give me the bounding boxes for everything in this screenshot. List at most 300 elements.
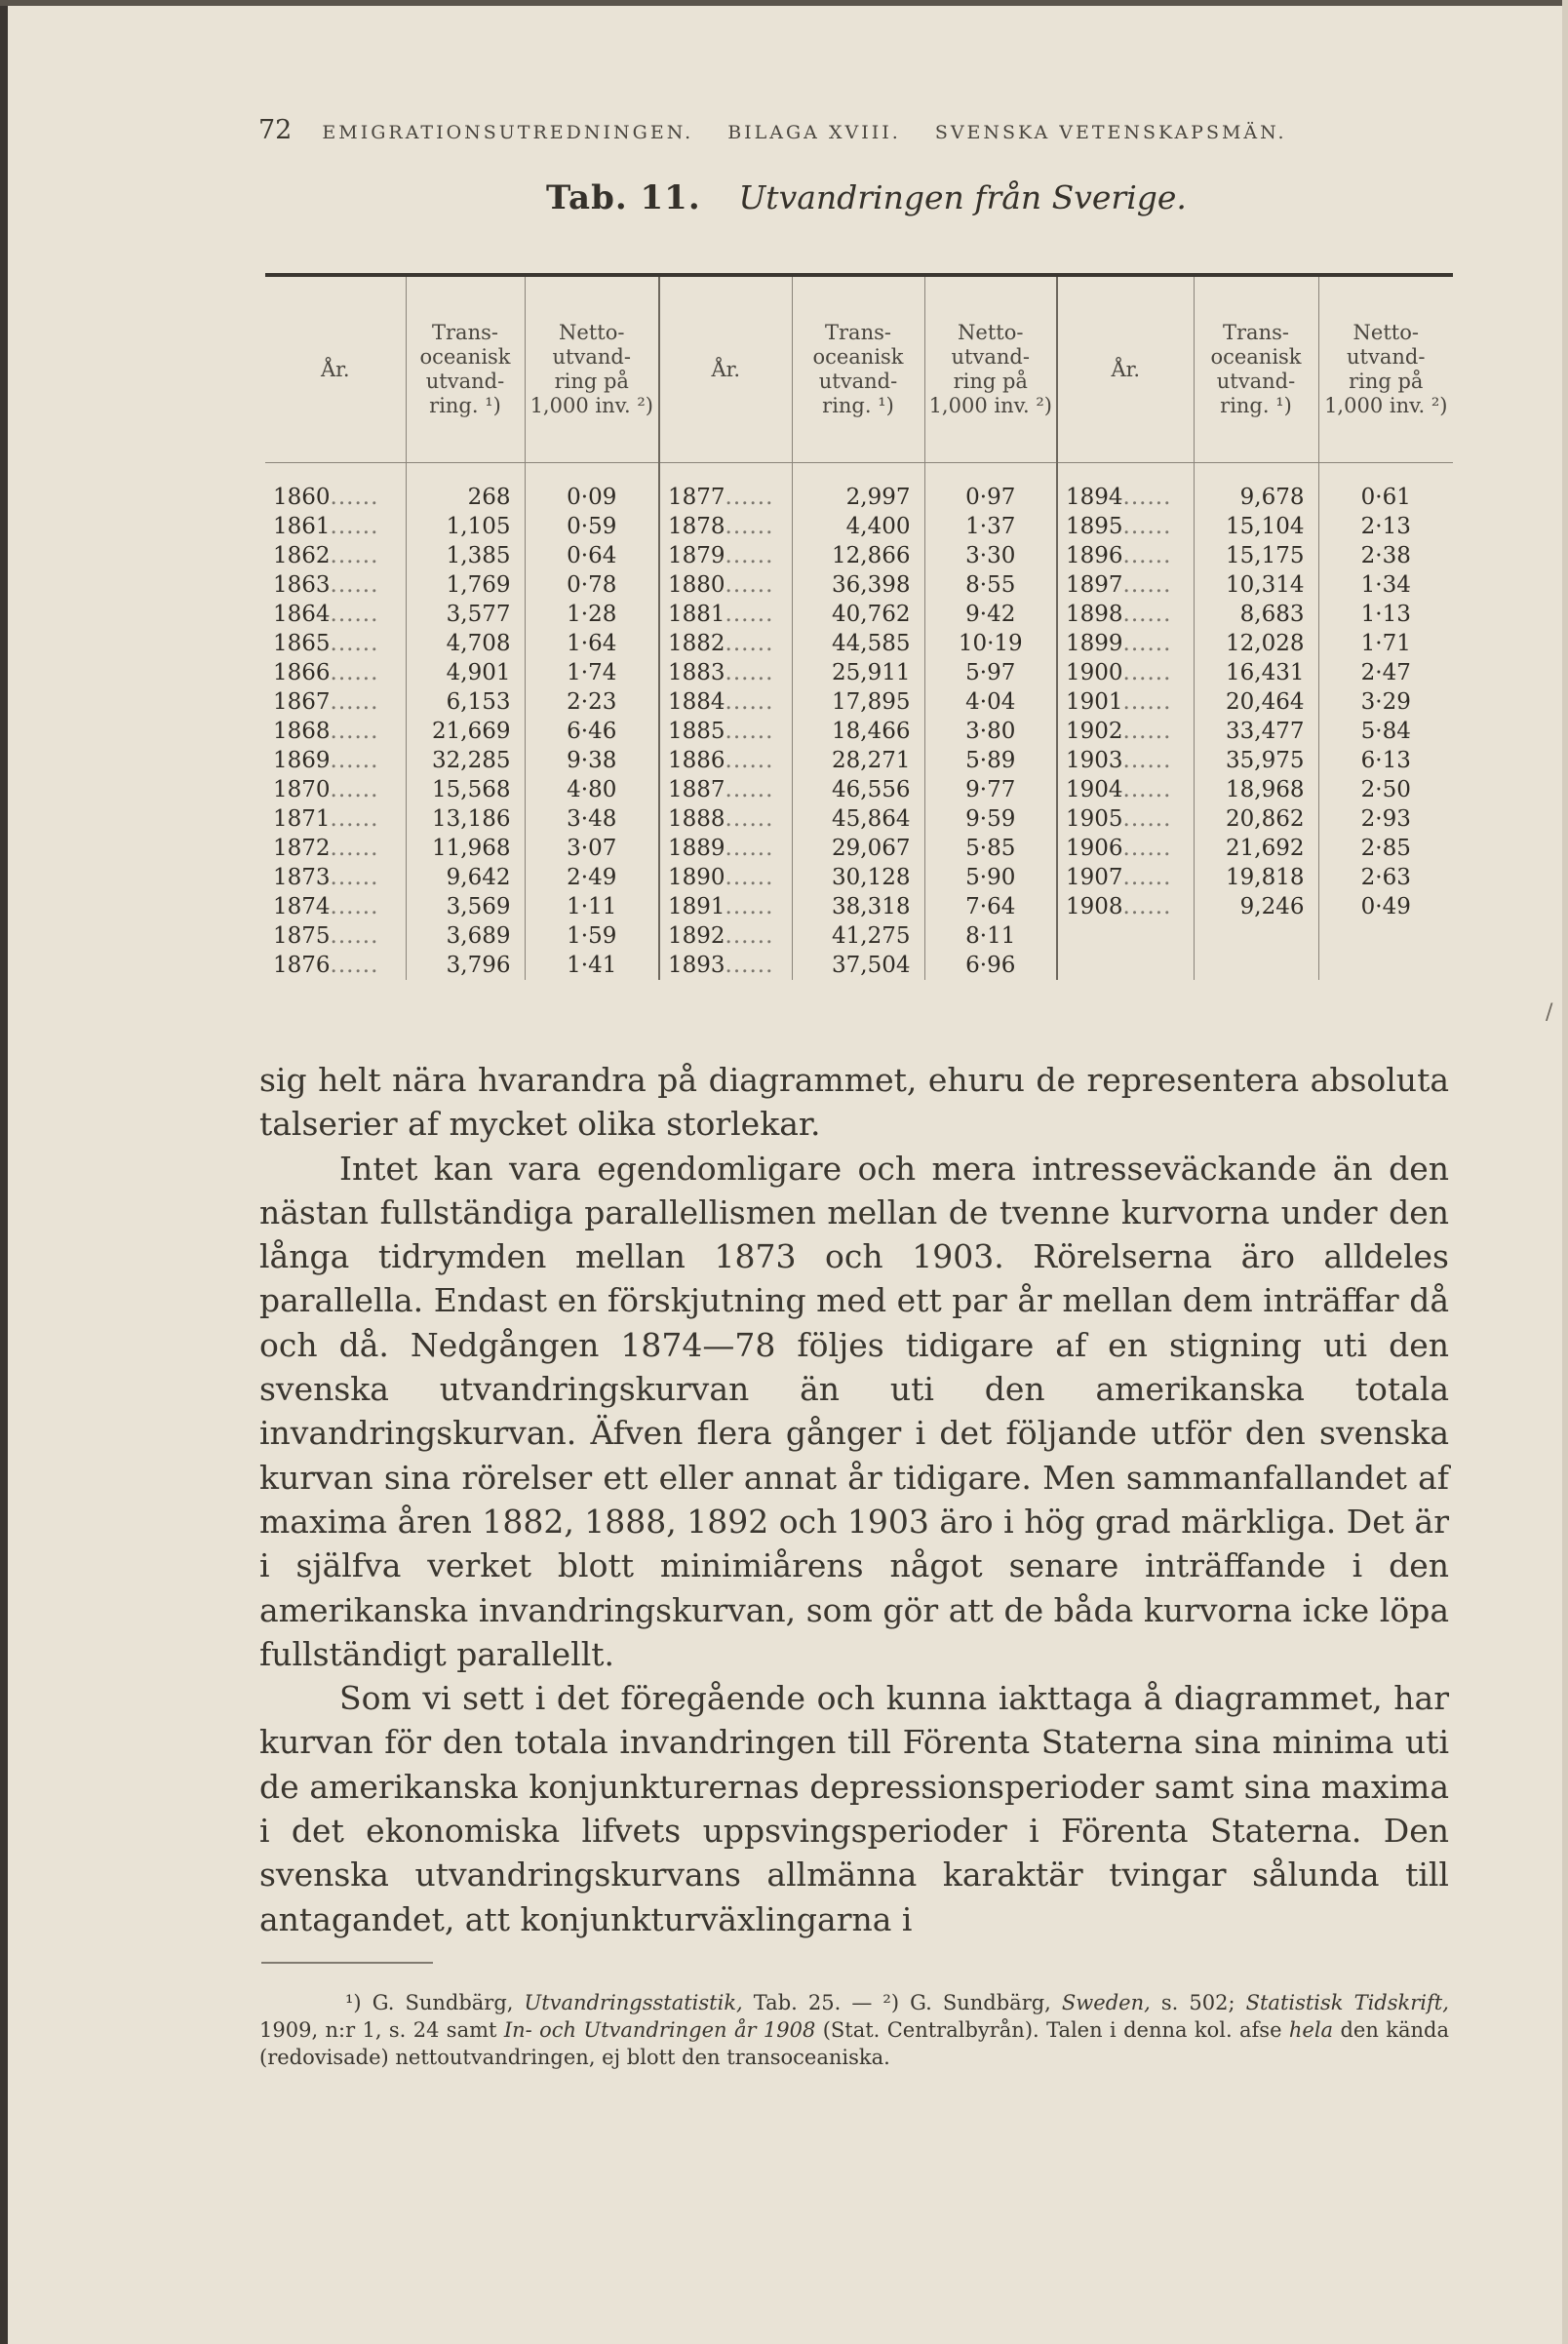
net-rate-cell: 3·07: [525, 834, 659, 863]
net-rate-cell: 4·04: [924, 687, 1057, 717]
transoceanic-cell: 20,464: [1194, 687, 1318, 717]
leader-dots: ......: [330, 865, 379, 890]
leader-dots: ......: [330, 631, 379, 656]
net-rate-cell: 8·55: [924, 570, 1057, 600]
year-value: 1871: [273, 806, 331, 832]
net-rate-cell: 0·49: [1318, 892, 1453, 921]
leader-dots: ......: [1122, 543, 1172, 568]
net-rate-cell: 0·78: [525, 570, 659, 600]
leader-dots: ......: [725, 543, 774, 568]
year-value: 1888: [668, 806, 725, 832]
net-rate-cell: 1·37: [924, 512, 1057, 541]
year-cell: [265, 483, 406, 512]
year-cell: [1057, 804, 1194, 834]
table-row: [265, 746, 1453, 775]
year-cell: [659, 512, 792, 541]
leader-dots: ......: [725, 572, 774, 598]
footnote-1: [259, 1989, 1449, 2071]
year-value: 1880: [668, 572, 725, 598]
year-value: 1906: [1066, 836, 1123, 861]
net-rate-cell: 2·38: [1318, 541, 1453, 570]
year-cell: [265, 717, 406, 746]
footnote-mark: ¹): [345, 1991, 362, 2014]
leader-dots: ......: [725, 923, 774, 949]
transoceanic-cell: 12,866: [792, 541, 924, 570]
table-name: Utvandringen från Sverige.: [738, 178, 1187, 216]
leader-dots: ......: [1122, 777, 1172, 802]
leader-dots: ......: [330, 689, 379, 715]
year-cell: [1057, 600, 1194, 629]
year-value: 1875: [273, 923, 331, 949]
transoceanic-cell: 15,568: [406, 775, 525, 804]
transoceanic-cell: 1,769: [406, 570, 525, 600]
leader-dots: ......: [1122, 719, 1172, 744]
paragraph: Intet kan vara egendomligare och mera intresseväckande än den nästan fullständiga parallellismen mellan de tvenne kurvorna under den långa tidrymden mellan 1873 och 1903. Rörelserna äro alldeles parallella. Endast en förskjutning med ett par år mellan dem inträffar då och då. Nedgången 1874—78 följes tidigare af en stigning uti den svenska utvandringskurvan än uti den amerikanska totala invandringskurvan. Äfven flera gånger i det följande utför den svenska kurvan sina rörelser ett eller annat år tidigare. Men sammanfallandet af maxima åren 1882, 1888, 1892 och 1903 äro i hög grad märkliga. Det är i själfva verket blott minimiårens något senare inträffande i den amerikanska invandringskurvan, som gör att de båda kurvorna icke löpa fullständigt parallellt.: [259, 1149, 1449, 1673]
transoceanic-cell: 21,692: [1194, 834, 1318, 863]
net-rate-cell: 7·64: [924, 892, 1057, 921]
net-rate-cell: 1·41: [525, 951, 659, 980]
transoceanic-cell: 1,105: [406, 512, 525, 541]
table-row: [265, 658, 1453, 687]
transoceanic-cell: 18,466: [792, 717, 924, 746]
table-body: [265, 483, 1453, 980]
year-cell: [1057, 687, 1194, 717]
year-cell: [659, 570, 792, 600]
year-value: 1892: [668, 923, 725, 949]
transoceanic-cell: 15,175: [1194, 541, 1318, 570]
net-rate-cell: 1·13: [1318, 600, 1453, 629]
leader-dots: ......: [330, 719, 379, 744]
transoceanic-cell: 33,477: [1194, 717, 1318, 746]
year-value: 1861: [273, 514, 331, 539]
header-net: Netto- utvand- ring på 1,000 inv. ²): [1318, 277, 1453, 463]
transoceanic-cell: 20,862: [1194, 804, 1318, 834]
header-transoceanic: Trans- oceanisk utvand- ring. ¹): [1194, 277, 1318, 463]
year-cell: [659, 951, 792, 980]
transoceanic-cell: 3,569: [406, 892, 525, 921]
transoceanic-cell: 11,968: [406, 834, 525, 863]
transoceanic-cell: [1194, 921, 1318, 951]
footnote-title: Sweden,: [1061, 1991, 1151, 2014]
table-row: [265, 483, 1453, 512]
year-cell: [265, 687, 406, 717]
margin-mark: /: [1546, 1000, 1553, 1025]
net-rate-cell: 6·46: [525, 717, 659, 746]
running-head: [258, 115, 1458, 145]
transoceanic-cell: 21,669: [406, 717, 525, 746]
year-value: 1882: [668, 631, 725, 656]
net-rate-cell: 2·93: [1318, 804, 1453, 834]
year-value: 1889: [668, 836, 725, 861]
footnote-rest: den kända (redovisade) nettoutvandringen, ej blott den transoceaniska.: [259, 2018, 1449, 2069]
year-cell: [1057, 892, 1194, 921]
net-rate-cell: 1·59: [525, 921, 659, 951]
transoceanic-cell: 4,400: [792, 512, 924, 541]
header-net: Netto- utvand- ring på 1,000 inv. ²): [924, 277, 1057, 463]
leader-dots: ......: [330, 748, 379, 773]
year-cell: [659, 775, 792, 804]
table-row: [265, 892, 1453, 921]
leader-dots: ......: [725, 719, 774, 744]
leader-dots: ......: [725, 660, 774, 685]
footnote-publisher: (Stat. Centralbyrån). Talen i denna kol. afse: [822, 2018, 1282, 2042]
footnote-journal: Statistisk Tidskrift,: [1245, 1991, 1449, 2014]
year-cell: [659, 658, 792, 687]
net-rate-cell: 2·47: [1318, 658, 1453, 687]
transoceanic-cell: 41,275: [792, 921, 924, 951]
leader-dots: ......: [330, 485, 379, 510]
transoceanic-cell: 8,683: [1194, 600, 1318, 629]
page-left-edge: [0, 0, 8, 2344]
year-cell: [265, 834, 406, 863]
transoceanic-cell: 10,314: [1194, 570, 1318, 600]
year-value: 1860: [273, 485, 331, 510]
net-rate-cell: 5·85: [924, 834, 1057, 863]
leader-dots: ......: [725, 602, 774, 627]
leader-dots: ......: [1122, 514, 1172, 539]
year-cell: [659, 600, 792, 629]
year-value: 1891: [668, 894, 725, 919]
transoceanic-cell: 44,585: [792, 629, 924, 658]
net-rate-cell: 3·30: [924, 541, 1057, 570]
transoceanic-cell: 17,895: [792, 687, 924, 717]
emigration-table: [265, 273, 1453, 980]
year-value: 1864: [273, 602, 331, 627]
page-number: 72: [258, 115, 293, 145]
transoceanic-cell: 2,997: [792, 483, 924, 512]
year-value: 1868: [273, 719, 331, 744]
year-value: 1908: [1066, 894, 1123, 919]
transoceanic-cell: 28,271: [792, 746, 924, 775]
year-cell: [659, 834, 792, 863]
year-value: 1863: [273, 572, 331, 598]
header-year: År.: [659, 277, 792, 463]
transoceanic-cell: 3,577: [406, 600, 525, 629]
year-cell: [265, 921, 406, 951]
leader-dots: ......: [1122, 602, 1172, 627]
transoceanic-cell: 19,818: [1194, 863, 1318, 892]
year-value: 1873: [273, 865, 331, 890]
transoceanic-cell: 15,104: [1194, 512, 1318, 541]
year-value: 1898: [1066, 602, 1123, 627]
year-cell: [1057, 541, 1194, 570]
year-cell: [659, 746, 792, 775]
net-rate-cell: 6·13: [1318, 746, 1453, 775]
footnote-ref: Tab. 25. —: [753, 1991, 873, 2014]
year-cell: [265, 804, 406, 834]
body-text: [259, 1058, 1449, 1941]
transoceanic-cell: 29,067: [792, 834, 924, 863]
transoceanic-cell: 4,901: [406, 658, 525, 687]
header-year: År.: [1057, 277, 1194, 463]
running-head-section: SVENSKA VETENSKAPSMÄN.: [934, 122, 1287, 143]
transoceanic-cell: 40,762: [792, 600, 924, 629]
year-cell: [265, 600, 406, 629]
year-value: 1870: [273, 777, 331, 802]
year-value: 1905: [1066, 806, 1123, 832]
leader-dots: ......: [725, 953, 774, 978]
paragraph: Som vi sett i det föregående och kunna iakttaga å diagrammet, har kurvan för den totala invandringen till Förenta Staterna sina minima uti de amerikanska konjunkturernas depressionsperioder samt sina maxima i det ekonomiska lifvets uppsvingsperioder i Förenta Staterna. Den svenska utvandringskurvans allmänna karaktär tvingar sålunda till antagandet, att konjunkturväxlingarna i: [259, 1679, 1449, 1938]
net-rate-cell: 1·28: [525, 600, 659, 629]
net-rate-cell: 6·96: [924, 951, 1057, 980]
table-row: [265, 687, 1453, 717]
transoceanic-cell: 9,246: [1194, 892, 1318, 921]
header-transoceanic: Trans- oceanisk utvand- ring. ¹): [792, 277, 924, 463]
year-cell: [659, 863, 792, 892]
leader-dots: ......: [725, 689, 774, 715]
transoceanic-cell: 38,318: [792, 892, 924, 921]
leader-dots: ......: [1122, 748, 1172, 773]
net-rate-cell: 0·61: [1318, 483, 1453, 512]
year-value: 1902: [1066, 719, 1123, 744]
leader-dots: ......: [330, 602, 379, 627]
leader-dots: ......: [725, 631, 774, 656]
year-value: 1884: [668, 689, 725, 715]
year-value: 1895: [1066, 514, 1123, 539]
paragraph: sig helt nära hvarandra på diagrammet, ehuru de representera absoluta talserier af mycket olika storlekar.: [259, 1061, 1449, 1144]
footnote-ref: s. 502;: [1160, 1991, 1235, 2014]
net-rate-cell: 1·64: [525, 629, 659, 658]
year-value: 1901: [1066, 689, 1123, 715]
net-rate-cell: 0·97: [924, 483, 1057, 512]
net-rate-cell: 2·23: [525, 687, 659, 717]
net-rate-cell: 2·49: [525, 863, 659, 892]
table-row: [265, 951, 1453, 980]
year-value: 1890: [668, 865, 725, 890]
year-cell: [1057, 834, 1194, 863]
leader-dots: ......: [330, 953, 379, 978]
leader-dots: ......: [725, 514, 774, 539]
footnote-work: In- och Utvandringen år 1908: [503, 2018, 816, 2042]
year-cell: [265, 570, 406, 600]
year-cell: [1057, 512, 1194, 541]
table-row: [265, 600, 1453, 629]
table-row: [265, 775, 1453, 804]
page-top-edge: [0, 0, 1568, 6]
year-value: 1896: [1066, 543, 1123, 568]
year-cell: [659, 541, 792, 570]
year-cell: [659, 629, 792, 658]
transoceanic-cell: 6,153: [406, 687, 525, 717]
year-value: 1887: [668, 777, 725, 802]
footnotes: [259, 1989, 1449, 2071]
table-title: [546, 178, 1187, 217]
table-row: [265, 834, 1453, 863]
year-value: 1867: [273, 689, 331, 715]
table-row: [265, 570, 1453, 600]
transoceanic-cell: 1,385: [406, 541, 525, 570]
year-value: 1874: [273, 894, 331, 919]
leader-dots: ......: [1122, 894, 1172, 919]
year-cell: [1057, 717, 1194, 746]
leader-dots: ......: [330, 923, 379, 949]
year-value: 1897: [1066, 572, 1123, 598]
table-row: [265, 629, 1453, 658]
net-rate-cell: 1·71: [1318, 629, 1453, 658]
year-value: 1885: [668, 719, 725, 744]
transoceanic-cell: 268: [406, 483, 525, 512]
leader-dots: ......: [330, 806, 379, 832]
running-head-series: EMIGRATIONSUTREDNINGEN.: [322, 122, 694, 143]
year-cell: [1057, 570, 1194, 600]
year-cell: [265, 658, 406, 687]
year-cell: [265, 892, 406, 921]
header-year: År.: [265, 277, 406, 463]
year-value: 1903: [1066, 748, 1123, 773]
leader-dots: ......: [330, 836, 379, 861]
year-cell: [265, 512, 406, 541]
year-value: 1883: [668, 660, 725, 685]
net-rate-cell: 3·80: [924, 717, 1057, 746]
transoceanic-cell: 9,678: [1194, 483, 1318, 512]
transoceanic-cell: 3,689: [406, 921, 525, 951]
transoceanic-cell: 18,968: [1194, 775, 1318, 804]
transoceanic-cell: 3,796: [406, 951, 525, 980]
transoceanic-cell: 16,431: [1194, 658, 1318, 687]
leader-dots: ......: [725, 865, 774, 890]
leader-dots: ......: [1122, 660, 1172, 685]
year-value: 1907: [1066, 865, 1123, 890]
table-row: [265, 717, 1453, 746]
net-rate-cell: 3·29: [1318, 687, 1453, 717]
year-cell: [1057, 775, 1194, 804]
year-value: 1881: [668, 602, 725, 627]
leader-dots: ......: [330, 660, 379, 685]
footnote-mark: ²): [882, 1991, 900, 2014]
year-value: 1893: [668, 953, 725, 978]
year-value: 1866: [273, 660, 331, 685]
leader-dots: ......: [725, 836, 774, 861]
net-rate-cell: 1·74: [525, 658, 659, 687]
transoceanic-cell: 35,975: [1194, 746, 1318, 775]
table-header-row: [265, 277, 1453, 463]
year-value: 1869: [273, 748, 331, 773]
transoceanic-cell: [1194, 951, 1318, 980]
year-value: 1904: [1066, 777, 1123, 802]
table-row: [265, 863, 1453, 892]
net-rate-cell: 8·11: [924, 921, 1057, 951]
running-head-appendix: BILAGA XVIII.: [727, 122, 901, 143]
leader-dots: ......: [1122, 806, 1172, 832]
net-rate-cell: 2·13: [1318, 512, 1453, 541]
leader-dots: ......: [725, 777, 774, 802]
net-rate-cell: 4·80: [525, 775, 659, 804]
table-row: [265, 804, 1453, 834]
header-net: Netto- utvand- ring på 1,000 inv. ²): [525, 277, 659, 463]
transoceanic-cell: 4,708: [406, 629, 525, 658]
table-number: Tab. 11.: [546, 178, 701, 217]
year-cell: [1057, 483, 1194, 512]
footnote-author: G. Sundbärg,: [910, 1991, 1051, 2014]
year-cell: [659, 717, 792, 746]
net-rate-cell: 0·64: [525, 541, 659, 570]
leader-dots: ......: [330, 777, 379, 802]
net-rate-cell: 9·59: [924, 804, 1057, 834]
year-value: 1872: [273, 836, 331, 861]
year-cell: [265, 863, 406, 892]
transoceanic-cell: 30,128: [792, 863, 924, 892]
footnote-emphasis: hela: [1288, 2018, 1334, 2042]
year-cell: [1057, 921, 1194, 951]
leader-dots: ......: [1122, 836, 1172, 861]
year-cell: [265, 951, 406, 980]
net-rate-cell: 2·85: [1318, 834, 1453, 863]
leader-dots: ......: [1122, 689, 1172, 715]
transoceanic-cell: 9,642: [406, 863, 525, 892]
net-rate-cell: 3·48: [525, 804, 659, 834]
net-rate-cell: 0·09: [525, 483, 659, 512]
footnote-rule: [261, 1962, 433, 1964]
year-cell: [265, 541, 406, 570]
leader-dots: ......: [725, 485, 774, 510]
leader-dots: ......: [725, 748, 774, 773]
year-cell: [1057, 951, 1194, 980]
year-cell: [1057, 629, 1194, 658]
transoceanic-cell: 36,398: [792, 570, 924, 600]
leader-dots: ......: [330, 543, 379, 568]
footnote-title: Utvandringsstatistik,: [524, 1991, 743, 2014]
transoceanic-cell: 25,911: [792, 658, 924, 687]
transoceanic-cell: 12,028: [1194, 629, 1318, 658]
transoceanic-cell: 45,864: [792, 804, 924, 834]
year-value: 1877: [668, 485, 725, 510]
leader-dots: ......: [1122, 572, 1172, 598]
year-value: 1900: [1066, 660, 1123, 685]
year-cell: [1057, 863, 1194, 892]
table-row: [265, 921, 1453, 951]
year-cell: [659, 804, 792, 834]
year-cell: [659, 483, 792, 512]
year-value: 1862: [273, 543, 331, 568]
net-rate-cell: 5·97: [924, 658, 1057, 687]
year-cell: [1057, 746, 1194, 775]
year-value: 1878: [668, 514, 725, 539]
leader-dots: ......: [725, 806, 774, 832]
net-rate-cell: 5·84: [1318, 717, 1453, 746]
leader-dots: ......: [330, 894, 379, 919]
net-rate-cell: 9·42: [924, 600, 1057, 629]
net-rate-cell: 1·34: [1318, 570, 1453, 600]
leader-dots: ......: [1122, 865, 1172, 890]
net-rate-cell: 2·50: [1318, 775, 1453, 804]
header-transoceanic: Trans- oceanisk utvand- ring. ¹): [406, 277, 525, 463]
transoceanic-cell: 37,504: [792, 951, 924, 980]
net-rate-cell: 0·59: [525, 512, 659, 541]
year-value: 1894: [1066, 485, 1123, 510]
year-value: 1886: [668, 748, 725, 773]
leader-dots: ......: [330, 572, 379, 598]
leader-dots: ......: [725, 894, 774, 919]
net-rate-cell: 10·19: [924, 629, 1057, 658]
footnote-author: G. Sundbärg,: [372, 1991, 514, 2014]
year-cell: [1057, 658, 1194, 687]
year-cell: [265, 629, 406, 658]
leader-dots: ......: [1122, 631, 1172, 656]
net-rate-cell: [1318, 921, 1453, 951]
leader-dots: ......: [330, 514, 379, 539]
net-rate-cell: 5·89: [924, 746, 1057, 775]
transoceanic-cell: 13,186: [406, 804, 525, 834]
year-cell: [659, 892, 792, 921]
year-cell: [659, 687, 792, 717]
year-cell: [659, 921, 792, 951]
transoceanic-cell: 32,285: [406, 746, 525, 775]
footnote-issue: 1909, n:r 1, s. 24 samt: [259, 2018, 497, 2042]
net-rate-cell: 9·77: [924, 775, 1057, 804]
net-rate-cell: 1·11: [525, 892, 659, 921]
year-cell: [265, 775, 406, 804]
table-row: [265, 541, 1453, 570]
